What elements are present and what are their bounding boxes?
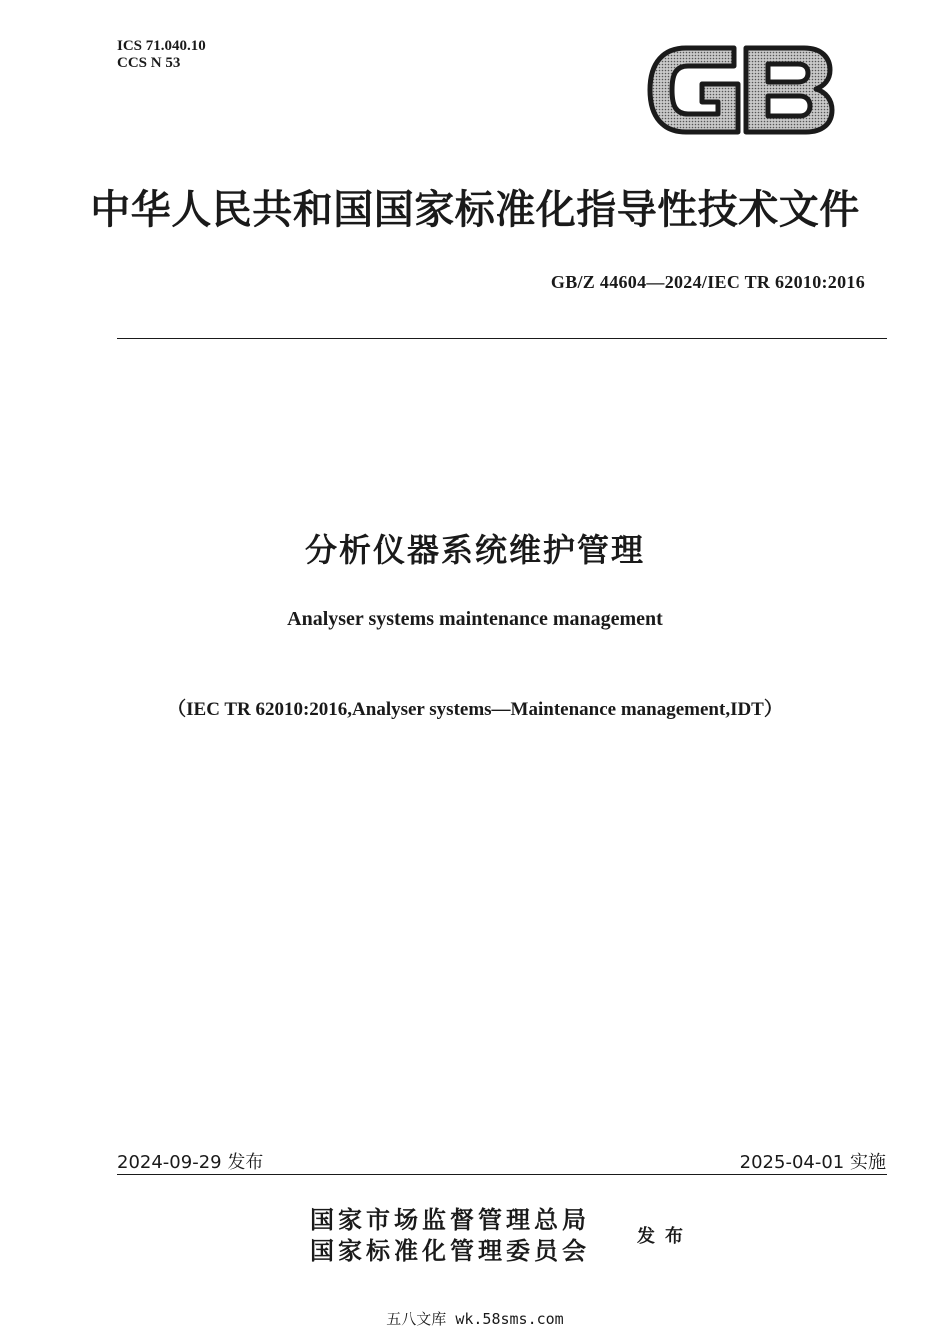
publish-date: 2024-09-29 发布 xyxy=(117,1152,264,1173)
ccs-code: CCS N 53 xyxy=(117,55,181,71)
title-english: Analyser systems maintenance management xyxy=(287,608,663,630)
document-type-heading: 中华人民共和国国家标准化指导性技术文件 xyxy=(90,187,860,233)
classification-codes xyxy=(117,38,206,72)
issuing-authorities xyxy=(310,1204,590,1266)
title-chinese: 分析仪器系统维护管理 xyxy=(304,531,645,569)
publish-label: 发布 xyxy=(637,1226,693,1247)
issuer-samr: 国家市场监督管理总局 xyxy=(310,1205,590,1234)
top-divider xyxy=(117,338,887,339)
bottom-divider xyxy=(117,1174,887,1175)
implement-date: 2025-04-01 实施 xyxy=(739,1152,886,1173)
standard-number: GB/Z 44604—2024/IEC TR 62010:2016 xyxy=(550,272,865,292)
issuer-sac: 国家标准化管理委员会 xyxy=(310,1236,590,1265)
footer-watermark: 五八文库 wk.58sms.com xyxy=(386,1310,564,1328)
ics-code: ICS 71.040.10 xyxy=(117,38,206,54)
adoption-note: （IEC TR 62010:2016,Analyser systems—Maintenance management,IDT） xyxy=(167,699,783,720)
gb-logo xyxy=(646,42,836,138)
